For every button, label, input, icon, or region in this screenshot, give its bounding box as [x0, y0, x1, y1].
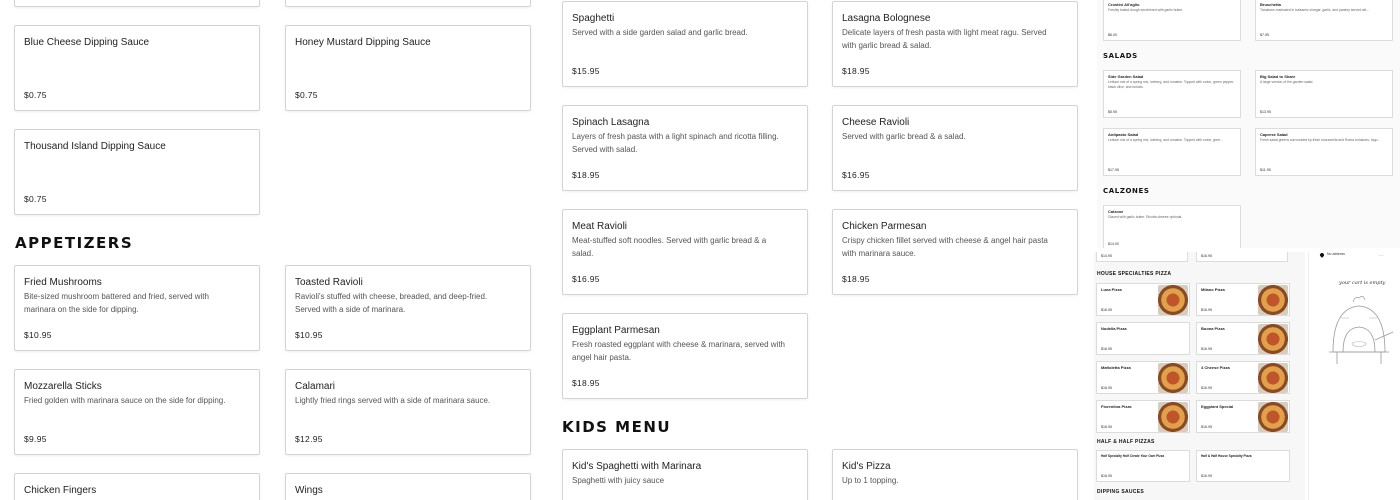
- preview-item-card: [1255, 0, 1393, 41]
- preview-item-name: Side Garden Salad: [1108, 74, 1144, 79]
- item-price: $0.75: [295, 90, 318, 100]
- preview-pizza-card: [1196, 283, 1290, 316]
- preview-item-desc: Freshly baked dough smothered with garlic butter.: [1108, 8, 1184, 12]
- preview-item-price: $16.95: [1101, 347, 1112, 351]
- preview-item-name: Bruschetta: [1260, 2, 1281, 7]
- section-title-appetizers: APPETIZERS: [15, 234, 134, 252]
- pizza-image: [1158, 402, 1188, 432]
- item-price: $9.95: [24, 434, 47, 444]
- preview-item-card: [1103, 70, 1241, 118]
- preview-item-price: $13.95: [1260, 110, 1271, 114]
- location-pin-icon: [1319, 252, 1325, 258]
- item-description: Served with a side garden salad and garlic bread.: [572, 28, 748, 37]
- pizza-image: [1258, 285, 1288, 315]
- menu-item-card[interactable]: [285, 25, 531, 111]
- preview-pizza-card: [1196, 400, 1290, 433]
- preview-item-name: Half & Half House Specialty Pizza: [1201, 454, 1252, 458]
- item-name: Chicken Parmesan: [842, 221, 927, 232]
- preview-pizza-card: [1196, 361, 1290, 394]
- item-name: Wings: [295, 485, 323, 496]
- item-price: $16.95: [842, 170, 870, 180]
- preview-pizza-card: [1096, 283, 1190, 316]
- preview-section-title: DIPPING SAUCES: [1097, 489, 1144, 495]
- menu-item-card[interactable]: [285, 0, 531, 7]
- item-name: Kid's Pizza: [842, 461, 891, 472]
- preview-item-card: [1196, 450, 1290, 482]
- preview-item-name: Big Salad to Share: [1260, 74, 1296, 79]
- preview-item-price: $16.95: [1101, 474, 1112, 478]
- menu-item-card[interactable]: [562, 1, 808, 87]
- preview-pizza-card: [1196, 322, 1290, 355]
- item-description: Served with garlic bread & a salad.: [842, 132, 966, 141]
- item-name: Thousand Island Dipping Sauce: [24, 141, 166, 152]
- preview-item-price: $5.95: [1108, 110, 1117, 114]
- preview-item-card: [1255, 128, 1393, 176]
- pizza-oven-illustration: [1323, 292, 1395, 368]
- preview-item-name: Fiorentina Pizza: [1101, 404, 1132, 409]
- preview-section-title: SALADS: [1103, 52, 1138, 60]
- preview-item-name: Antipasto Salad: [1108, 132, 1139, 137]
- preview-item-price: $14.00: [1108, 242, 1119, 246]
- menu-preview-thumbnail: [1097, 0, 1400, 248]
- menu-item-card[interactable]: [14, 0, 260, 7]
- preview-pizza-card: [1096, 322, 1190, 355]
- preview-pizza-card: [1096, 361, 1190, 394]
- preview-item-name: Luna Pizza: [1101, 287, 1122, 292]
- item-name: Kid's Spaghetti with Marinara: [572, 461, 702, 472]
- item-name: Lasagna Bolognese: [842, 13, 931, 24]
- item-name: Spaghetti: [572, 13, 615, 24]
- preview-item-name: Buona Pizza: [1201, 326, 1225, 331]
- section-title-kids-menu: KIDS MENU: [562, 418, 672, 436]
- preview-item-price: $14.95: [1101, 254, 1112, 258]
- menu-item-card[interactable]: [14, 25, 260, 111]
- item-price: $18.95: [842, 274, 870, 284]
- pizza-image: [1258, 402, 1288, 432]
- preview-item-card: [1196, 252, 1288, 262]
- preview-item-name: Nodella Pizza: [1101, 326, 1127, 331]
- menu-item-card[interactable]: [285, 473, 531, 500]
- menu-item-card[interactable]: [14, 265, 260, 351]
- item-description: Ravioli's stuffed with cheese, breaded, and deep-fried. Served with a side of marinara.: [295, 292, 488, 314]
- preview-item-price: $7.95: [1260, 33, 1269, 37]
- menu-item-card[interactable]: [832, 105, 1078, 191]
- preview-item-name: Eggplant Special: [1201, 404, 1234, 409]
- preview-item-desc: A large version of the garden salad.: [1260, 80, 1314, 84]
- preview-item-card: [1103, 128, 1241, 176]
- preview-item-card: [1096, 450, 1190, 482]
- menu-item-card[interactable]: [562, 209, 808, 295]
- preview-section-title: CALZONES: [1103, 187, 1150, 195]
- item-description: Delicate layers of fresh pasta with light meat ragu. Served with garlic bread & salad.: [842, 28, 1047, 50]
- item-price: $18.95: [572, 170, 600, 180]
- item-description: Bite-sized mushroom battered and fried, served with marinara on the side for dipping.: [24, 292, 209, 314]
- preview-item-name: 4 Cheese Pizza: [1201, 365, 1230, 370]
- preview-item-name: Half Specialty Half Create Your Own Pizza: [1101, 454, 1165, 458]
- preview-pizza-card: [1096, 400, 1190, 433]
- preview-section-title: HOUSE SPECIALTIES PIZZA: [1097, 271, 1172, 277]
- preview-item-price: $16.95: [1201, 254, 1212, 258]
- item-price: $10.95: [24, 330, 52, 340]
- cart-tagline: your cart is empty: [1339, 280, 1386, 286]
- preview-item-price: $16.95: [1101, 386, 1112, 390]
- preview-item-price: $16.95: [1101, 425, 1112, 429]
- preview-item-name: Milano Pizza: [1201, 287, 1225, 292]
- item-price: $18.95: [572, 378, 600, 388]
- preview-item-price: $16.95: [1201, 386, 1212, 390]
- item-price: $18.95: [842, 66, 870, 76]
- item-description: Fresh roasted eggplant with cheese & marinara, served with angel hair pasta.: [572, 340, 785, 362]
- item-name: Cheese Ravioli: [842, 117, 910, 128]
- preview-section-title: HALF & HALF PIZZAS: [1097, 439, 1155, 445]
- cart-preview-thumbnail: [1308, 252, 1400, 500]
- pizza-image: [1158, 363, 1188, 393]
- pizza-image: [1258, 363, 1288, 393]
- item-name: Meat Ravioli: [572, 221, 628, 232]
- preview-item-desc: Lettuce mix of a spring mix, iceberg, and romaine. Topped with onion, gree...: [1108, 138, 1223, 142]
- item-price: $16.95: [572, 274, 600, 284]
- menu-dots-icon: ···: [1379, 253, 1383, 258]
- item-description: Layers of fresh pasta with a light spinach and ricotta filling. Served with salad.: [572, 132, 779, 154]
- menu-item-card[interactable]: [14, 473, 260, 500]
- preview-item-desc: Lettuce mix of a spring mix, iceberg, and romaine. Topped with onion, green pepper, black olive, and tomato.: [1108, 80, 1235, 89]
- item-description: Lightly fried rings served with a side of marinara sauce.: [295, 396, 491, 405]
- item-name: Blue Cheese Dipping Sauce: [24, 37, 150, 48]
- item-description: Spaghetti with juicy sauce: [572, 476, 665, 485]
- menu-item-card[interactable]: [832, 449, 1078, 500]
- item-price: $15.95: [572, 66, 600, 76]
- preview-item-desc: Tomatoes marinated in balsamic vinegar, garlic, and parsley served wit...: [1260, 8, 1369, 12]
- item-name: Toasted Ravioli: [295, 277, 363, 288]
- preview-item-name: Calzone: [1108, 209, 1124, 214]
- item-name: Mozzarella Sticks: [24, 381, 102, 392]
- preview-item-card: [1096, 252, 1188, 262]
- preview-item-card: [1255, 70, 1393, 118]
- item-name: Chicken Fingers: [24, 485, 97, 496]
- menu-item-card[interactable]: [562, 105, 808, 191]
- preview-item-price: $17.95: [1108, 168, 1119, 172]
- pizza-image: [1158, 285, 1188, 315]
- preview-item-name: Mafioletta Pizza: [1101, 365, 1131, 370]
- address-label: No address: [1327, 252, 1345, 256]
- item-name: Eggplant Parmesan: [572, 325, 660, 336]
- preview-item-name: Crostini All'aglio: [1108, 2, 1140, 7]
- item-name: Calamari: [295, 381, 336, 392]
- menu-item-card[interactable]: [285, 369, 531, 455]
- pizza-preview-thumbnail: [1094, 252, 1305, 500]
- item-name: Fried Mushrooms: [24, 277, 102, 288]
- item-description: Crispy chicken fillet served with cheese & angel hair pasta with marinara sauce.: [842, 236, 1048, 258]
- preview-item-card: [1103, 0, 1241, 41]
- item-description: Up to 1 topping.: [842, 476, 899, 485]
- preview-item-price: $16.95: [1101, 308, 1112, 312]
- item-name: Honey Mustard Dipping Sauce: [295, 37, 431, 48]
- item-name: Spinach Lasagna: [572, 117, 650, 128]
- preview-item-price: $16.95: [1201, 425, 1212, 429]
- preview-item-price: $11.95: [1260, 168, 1271, 172]
- menu-item-card[interactable]: [562, 313, 808, 399]
- menu-item-card[interactable]: [14, 129, 260, 215]
- item-description: Fried golden with marinara sauce on the side for dipping.: [24, 396, 226, 405]
- item-price: $10.95: [295, 330, 323, 340]
- preview-item-desc: Fresh salad greens surrounded by fresh mozzarella and Roma tomatoes, topp...: [1260, 138, 1381, 142]
- item-price: $12.95: [295, 434, 323, 444]
- preview-item-price: $16.95: [1201, 347, 1212, 351]
- preview-item-card: [1103, 205, 1241, 248]
- item-price: $0.75: [24, 90, 47, 100]
- menu-item-card[interactable]: [832, 209, 1078, 295]
- preview-item-name: Caprese Salad: [1260, 132, 1288, 137]
- preview-item-price: $16.95: [1201, 474, 1212, 478]
- item-price: $0.75: [24, 194, 47, 204]
- preview-item-price: $16.95: [1201, 308, 1212, 312]
- menu-item-card[interactable]: [562, 449, 808, 500]
- item-description: Meat-stuffed soft noodles. Served with garlic bread & a salad.: [572, 236, 767, 258]
- menu-item-card[interactable]: [832, 1, 1078, 87]
- preview-item-price: $6.00: [1108, 33, 1117, 37]
- preview-item-desc: Glazed with garlic butter. Ricotta cheese optional.: [1108, 215, 1183, 219]
- menu-item-card[interactable]: [14, 369, 260, 455]
- pizza-image: [1258, 324, 1288, 354]
- menu-item-card[interactable]: [285, 265, 531, 351]
